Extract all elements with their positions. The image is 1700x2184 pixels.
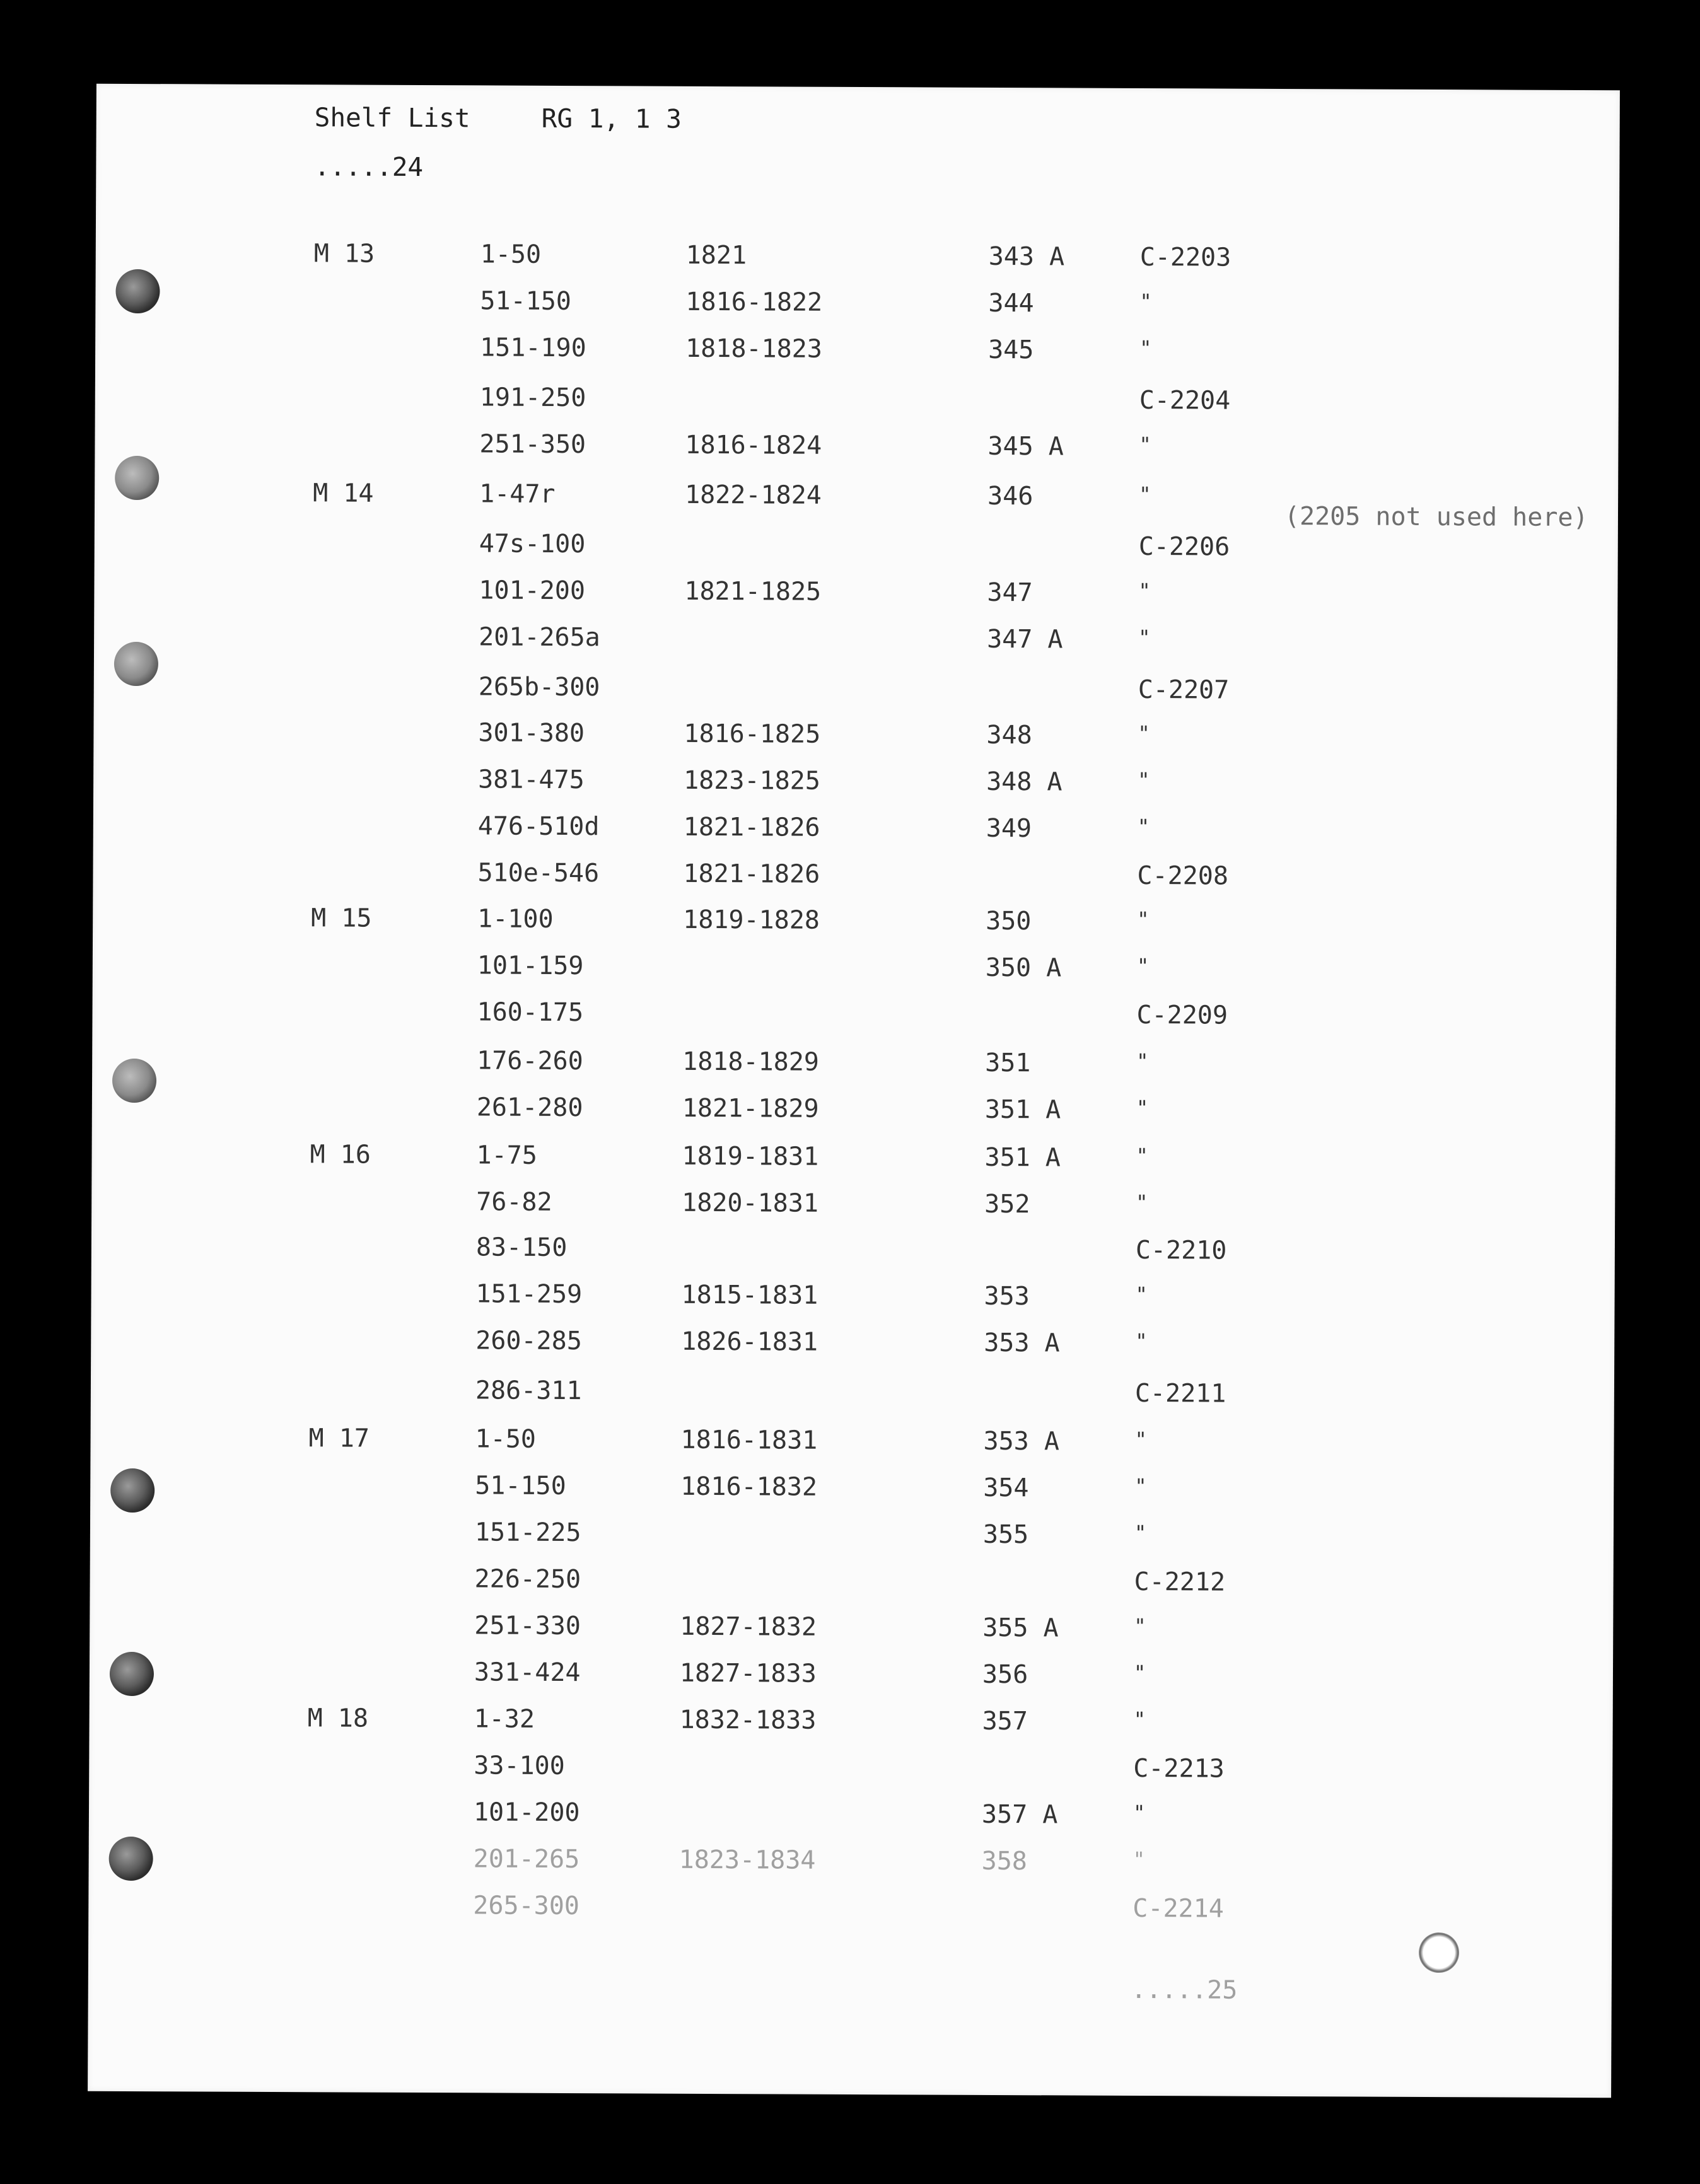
row-range: 265b-300	[478, 672, 600, 702]
row-range: 1-47r	[479, 479, 556, 509]
row-range: 1-50	[475, 1424, 537, 1454]
row-dates: 1822-1824	[685, 480, 822, 510]
row-volume: 347 A	[987, 624, 1063, 654]
row-microfilm: "	[1138, 767, 1150, 793]
row-volume: 347	[987, 578, 1033, 608]
row-volume: 344	[988, 288, 1034, 318]
row-dates: 1832-1833	[679, 1705, 817, 1735]
row-range: 101-159	[477, 951, 584, 981]
row-volume: 354	[983, 1473, 1029, 1503]
row-dates: 1821-1829	[682, 1093, 819, 1124]
row-series: M 16	[310, 1140, 371, 1170]
row-dates: 1827-1833	[679, 1658, 817, 1688]
row-volume: 358	[981, 1846, 1028, 1876]
row-range: 510e-546	[477, 858, 600, 888]
row-microfilm: "	[1136, 1190, 1148, 1215]
row-volume: 348 A	[986, 767, 1062, 797]
row-range: 260-285	[475, 1326, 582, 1356]
row-range: 33-100	[474, 1751, 565, 1781]
row-microfilm: "	[1136, 1095, 1149, 1120]
row-volume: 356	[982, 1659, 1028, 1690]
punch-hole	[114, 642, 158, 686]
row-microfilm: "	[1133, 1660, 1146, 1685]
row-dates: 1816-1831	[680, 1425, 818, 1455]
row-dates: 1818-1823	[685, 334, 822, 364]
row-microfilm: "	[1139, 432, 1151, 457]
row-series: M 15	[311, 903, 372, 933]
row-volume: 351 A	[984, 1142, 1061, 1173]
row-range: 251-330	[474, 1611, 581, 1641]
row-range: 381-475	[478, 765, 585, 795]
row-volume: 355	[982, 1519, 1029, 1550]
punch-hole	[1419, 1932, 1459, 1973]
row-dates: 1819-1828	[683, 905, 820, 935]
row-range: 331-424	[474, 1658, 581, 1688]
row-microfilm: "	[1139, 289, 1152, 314]
row-range: 101-200	[473, 1798, 580, 1828]
row-range: 301-380	[478, 718, 585, 748]
row-range: 76-82	[476, 1187, 552, 1217]
row-volume: 350	[986, 906, 1032, 936]
row-dates: 1816-1824	[685, 430, 822, 460]
row-range: 191-250	[479, 383, 586, 413]
row-volume: 346	[987, 481, 1033, 511]
row-microfilm: "	[1139, 482, 1151, 507]
row-microfilm: C-2211	[1134, 1378, 1226, 1409]
row-dates: 1821-1826	[683, 859, 820, 889]
row-range: 176-260	[477, 1046, 583, 1076]
row-series: M 14	[313, 479, 374, 508]
continued-from-marker: .....24	[314, 151, 424, 183]
continued-to-marker: .....25	[1131, 1975, 1238, 2005]
row-dates: 1820-1831	[682, 1188, 819, 1218]
row-volume: 357 A	[981, 1799, 1058, 1830]
row-range: 265-300	[473, 1891, 580, 1921]
row-volume: 348	[986, 720, 1032, 750]
row-range: 151-225	[474, 1518, 581, 1548]
row-microfilm: C-2206	[1138, 531, 1230, 562]
row-dates: 1823-1825	[684, 765, 820, 796]
row-microfilm: "	[1132, 1800, 1146, 1825]
row-dates: 1815-1831	[681, 1280, 818, 1310]
punch-hole	[115, 456, 159, 500]
row-volume: 352	[984, 1189, 1030, 1219]
row-dates: 1826-1831	[681, 1327, 818, 1357]
row-microfilm: "	[1132, 1847, 1146, 1872]
row-volume: 345 A	[987, 431, 1064, 462]
row-range: 101-200	[479, 576, 586, 606]
row-microfilm: "	[1135, 1328, 1148, 1354]
row-microfilm: "	[1138, 578, 1151, 603]
row-dates: 1816-1822	[685, 287, 823, 317]
row-microfilm: C-2207	[1138, 675, 1230, 705]
row-range: 1-50	[480, 240, 542, 269]
row-volume: 343 A	[988, 241, 1065, 272]
row-microfilm: "	[1135, 1282, 1148, 1307]
row-microfilm: C-2204	[1139, 385, 1231, 415]
row-microfilm: "	[1137, 907, 1150, 932]
side-note: (2205 not used here)	[1284, 501, 1588, 533]
row-volume: 353 A	[983, 1426, 1060, 1456]
row-range: 151-259	[475, 1279, 583, 1310]
record-group-label: RG 1, 1 3	[541, 103, 682, 134]
row-range: 201-265a	[479, 622, 600, 653]
row-volume: 349	[986, 813, 1032, 844]
row-range: 1-75	[476, 1141, 537, 1170]
row-microfilm: "	[1137, 814, 1150, 839]
row-range: 201-265	[473, 1844, 580, 1874]
row-microfilm: C-2210	[1135, 1235, 1227, 1265]
row-dates: 1816-1832	[680, 1472, 818, 1502]
row-volume: 350 A	[985, 953, 1062, 983]
row-microfilm: C-2209	[1136, 1000, 1228, 1030]
row-microfilm: "	[1136, 1048, 1149, 1074]
punch-hole	[110, 1652, 154, 1696]
row-volume: 357	[982, 1706, 1028, 1736]
punch-hole	[115, 269, 160, 313]
row-microfilm: "	[1134, 1613, 1146, 1639]
row-microfilm: "	[1134, 1520, 1147, 1545]
row-range: 51-150	[480, 286, 572, 317]
row-dates: 1816-1825	[684, 719, 821, 749]
row-range: 286-311	[475, 1376, 582, 1406]
row-microfilm: "	[1136, 1143, 1148, 1168]
row-range: 1-32	[474, 1704, 535, 1734]
row-series: M 13	[313, 239, 375, 269]
row-microfilm: "	[1139, 335, 1152, 361]
row-microfilm: "	[1134, 1427, 1147, 1452]
row-range: 476-510d	[477, 811, 600, 842]
row-microfilm: C-2213	[1133, 1753, 1225, 1784]
row-dates: 1827-1832	[680, 1612, 817, 1642]
row-volume: 345	[988, 335, 1034, 365]
row-dates: 1823-1834	[678, 1845, 816, 1875]
row-microfilm: C-2214	[1132, 1893, 1224, 1924]
row-volume: 351 A	[984, 1095, 1061, 1125]
punch-hole	[110, 1468, 154, 1513]
row-microfilm: "	[1136, 953, 1150, 979]
row-dates: 1821-1825	[684, 576, 822, 607]
row-microfilm: "	[1138, 721, 1150, 746]
document-page	[88, 84, 1620, 2098]
row-microfilm: C-2212	[1134, 1567, 1226, 1597]
row-series: M 17	[308, 1424, 370, 1453]
row-volume: 351	[985, 1048, 1031, 1078]
row-microfilm: "	[1138, 625, 1151, 650]
row-dates: 1819-1831	[682, 1141, 819, 1171]
row-range: 1-100	[477, 904, 554, 934]
row-range: 160-175	[477, 997, 584, 1028]
row-dates: 1821	[685, 240, 747, 270]
row-range: 251-350	[479, 429, 586, 460]
punch-hole	[112, 1059, 156, 1103]
row-microfilm: C-2208	[1137, 861, 1229, 891]
row-range: 261-280	[476, 1093, 583, 1123]
row-microfilm: C-2203	[1139, 242, 1231, 272]
punch-hole	[109, 1837, 153, 1881]
row-volume: 355 A	[982, 1613, 1059, 1643]
row-range: 226-250	[474, 1564, 581, 1594]
row-volume: 353	[984, 1281, 1030, 1311]
row-range: 151-190	[480, 333, 586, 363]
row-range: 83-150	[475, 1233, 568, 1263]
row-volume: 353 A	[984, 1328, 1060, 1358]
row-microfilm: "	[1133, 1707, 1146, 1732]
row-dates: 1818-1829	[682, 1047, 820, 1077]
row-range: 51-150	[475, 1471, 566, 1501]
row-series: M 18	[307, 1704, 369, 1733]
shelf-list-title: Shelf List	[314, 102, 470, 134]
row-microfilm: "	[1134, 1473, 1147, 1499]
row-dates: 1821-1826	[683, 812, 820, 842]
row-range: 47s-100	[479, 529, 586, 559]
